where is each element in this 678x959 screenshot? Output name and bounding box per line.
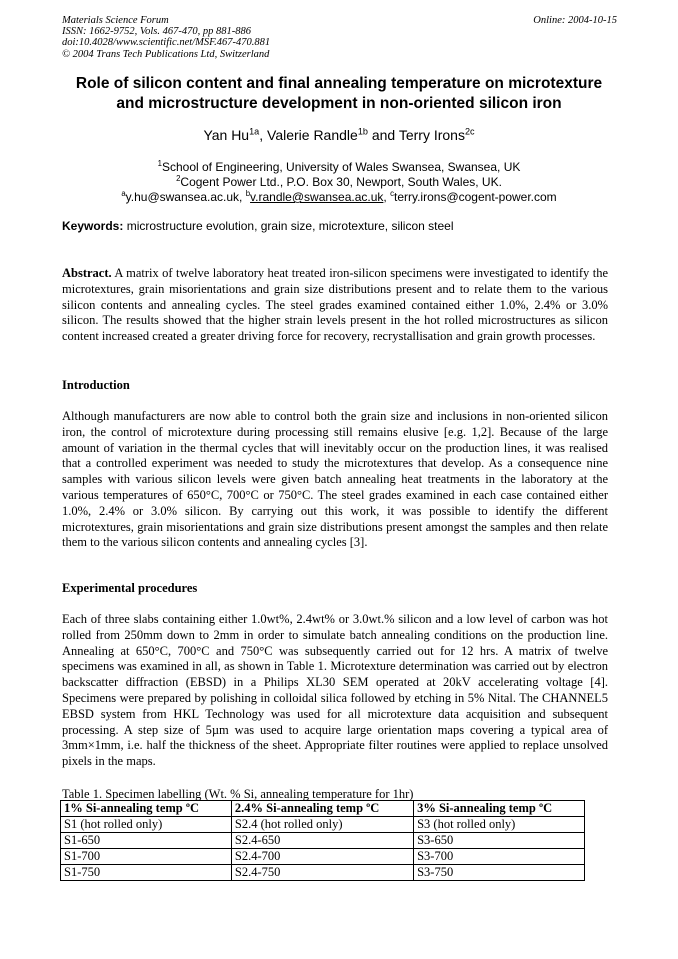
email-line <box>40 190 638 205</box>
author-separator: , <box>259 127 268 143</box>
table-header-cell: 1% Si-annealing temp ºC <box>61 801 232 817</box>
keywords <box>62 219 617 233</box>
table-cell: S2.4-700 <box>231 849 413 865</box>
table-cell: S3 (hot rolled only) <box>414 817 585 833</box>
affiliation-sup: 1 <box>157 159 162 168</box>
table-header-cell: 2.4% Si-annealing temp ºC <box>231 801 413 817</box>
journal-header <box>62 15 617 60</box>
journal-name: Materials Science Forum <box>62 15 169 26</box>
email-sup: b <box>245 189 251 198</box>
table-cell: S1-650 <box>61 833 232 849</box>
email-sup: a <box>121 189 126 198</box>
table-caption: Table 1. Specimen labelling (Wt. % Si, annealing temperature for 1hr) <box>62 787 414 801</box>
table-cell: S2.4-650 <box>231 833 413 849</box>
table-cell: S3-650 <box>414 833 585 849</box>
author-sup: 1b <box>357 126 368 137</box>
table-row <box>61 817 585 833</box>
title-line-2: and microstructure development in non-oriented silicon iron <box>116 94 562 112</box>
author-name: Terry Irons <box>398 127 465 143</box>
table-cell: S1-700 <box>61 849 232 865</box>
abstract-paragraph <box>62 266 608 345</box>
affiliation-line <box>40 175 638 190</box>
table-header-cell: 3% Si-annealing temp ºC <box>414 801 585 817</box>
copyright-line: © 2004 Trans Tech Publications Ltd, Switzerland <box>62 48 270 60</box>
author-sup: 1a <box>249 126 260 137</box>
table-cell: S1-750 <box>61 865 232 881</box>
section-heading-introduction: Introduction <box>62 378 130 392</box>
table-cell: S2.4-750 <box>231 865 413 881</box>
doi-line: doi:10.4028/www.scientific.net/MSF.467-470.881 <box>62 37 271 49</box>
email-link[interactable]: terry.irons@cogent-power.com <box>393 190 557 204</box>
affiliations <box>40 160 638 205</box>
table-row <box>61 849 585 865</box>
author-sup: 2c <box>464 126 475 137</box>
specimen-table <box>60 800 585 881</box>
affiliation-text: School of Engineering, University of Wales Swansea, Swansea, UK <box>161 160 521 174</box>
issn-line: ISSN: 1662-9752, Vols. 467-470, pp 881-886 <box>62 26 251 38</box>
section-heading-experimental: Experimental procedures <box>62 581 198 595</box>
keywords-label: Keywords: <box>62 219 124 233</box>
table-header-row <box>61 801 585 817</box>
paper-title <box>40 74 638 113</box>
author-list <box>40 127 638 143</box>
email-separator: , <box>383 190 391 204</box>
introduction-paragraph: Although manufacturers are now able to control both the grain size and inclusions in non-oriented silicon iron, the control of microtexture during processing still remains elusive [e.g. 1,2]. Because of the large amount of variation in the thermal cycles that will inevitably occur on the production lines, it was realised that a controlled experiment was needed to study the microtextures that develop. As a consequence nine samples with various silicon levels were given batch annealing heat treatments in the laboratory at the various temperatures of 650°C, 700°C or 750°C. The steel grades examined in each case contained either 1.0%, 2.4% or 3.0% silicon. By carrying out this work, it was possible to identify the different microtextures, grain misorientations and grain size distributions present amongst the samples and then relate them to the various silicon contents and annealing cycles [3]. <box>62 409 608 550</box>
table-row <box>61 865 585 881</box>
table-cell: S2.4 (hot rolled only) <box>231 817 413 833</box>
title-line-1: Role of silicon content and final annealing temperature on microtexture <box>75 75 603 92</box>
affiliation-line <box>40 160 638 175</box>
affiliation-text: Cogent Power Ltd., P.O. Box 30, Newport, South Wales, UK. <box>180 175 502 189</box>
table-cell: S3-700 <box>414 849 585 865</box>
email-link[interactable]: y.hu@swansea.ac.uk <box>125 190 240 204</box>
author-separator: and <box>367 127 399 143</box>
email-sup: c <box>390 189 394 198</box>
abstract-text: A matrix of twelve laboratory heat treated iron-silicon specimens were investigated to identify the microtextures, grain misorientations and grain size distributions present and to relate them to the various silicon contents and annealing cycles. The steel grades examined contained either 1.0%, 2.4% or 3.0% silicon. The results showed that the higher strain levels present in the hot rolled microstructures as silicon content increased created a greater driving force for recovery, recrystallisation and grain growth processes. <box>62 266 608 344</box>
abstract-label: Abstract. <box>62 266 112 280</box>
keywords-text: microstructure evolution, grain size, microtexture, silicon steel <box>123 219 454 233</box>
table-row <box>61 833 585 849</box>
email-separator: , <box>239 190 246 204</box>
author-name: Valerie Randle <box>267 127 358 143</box>
author-name: Yan Hu <box>203 127 250 143</box>
affiliation-sup: 2 <box>176 174 181 183</box>
online-date: Online: 2004-10-15 <box>533 15 617 26</box>
table-cell: S3-750 <box>414 865 585 881</box>
experimental-paragraph: Each of three slabs containing either 1.0wt%, 2.4wt% or 3.0wt.% silicon and a low level of carbon was hot rolled from 250mm down to 2mm in order to simulate batch annealing conditions on the production line. Annealing at 650°C, 700°C and 750°C was subsequently carried out for 12 hrs. A matrix of twelve specimens was examined in all, as shown in Table 1. Microtexture determination was carried out by electron backscatter diffraction (EBSD) in a Philips XL30 SEM operated at 20kV accelerating voltage [4]. Specimens were prepared by polishing in colloidal silica followed by etching in 5% Nital. The CHANNEL5 EBSD system from HKL Technology was used for all microtexture data acquisition and subsequent processing. A step size of 5µm was used to acquire large orientation maps covering a typical area of 3mm×1mm, i.e. half the thickness of the sheet. Appropriate filter routines were applied to replace unsolved pixels in the maps. <box>62 612 608 769</box>
table-cell: S1 (hot rolled only) <box>61 817 232 833</box>
email-link[interactable]: v.randle@swansea.ac.uk <box>250 190 384 204</box>
